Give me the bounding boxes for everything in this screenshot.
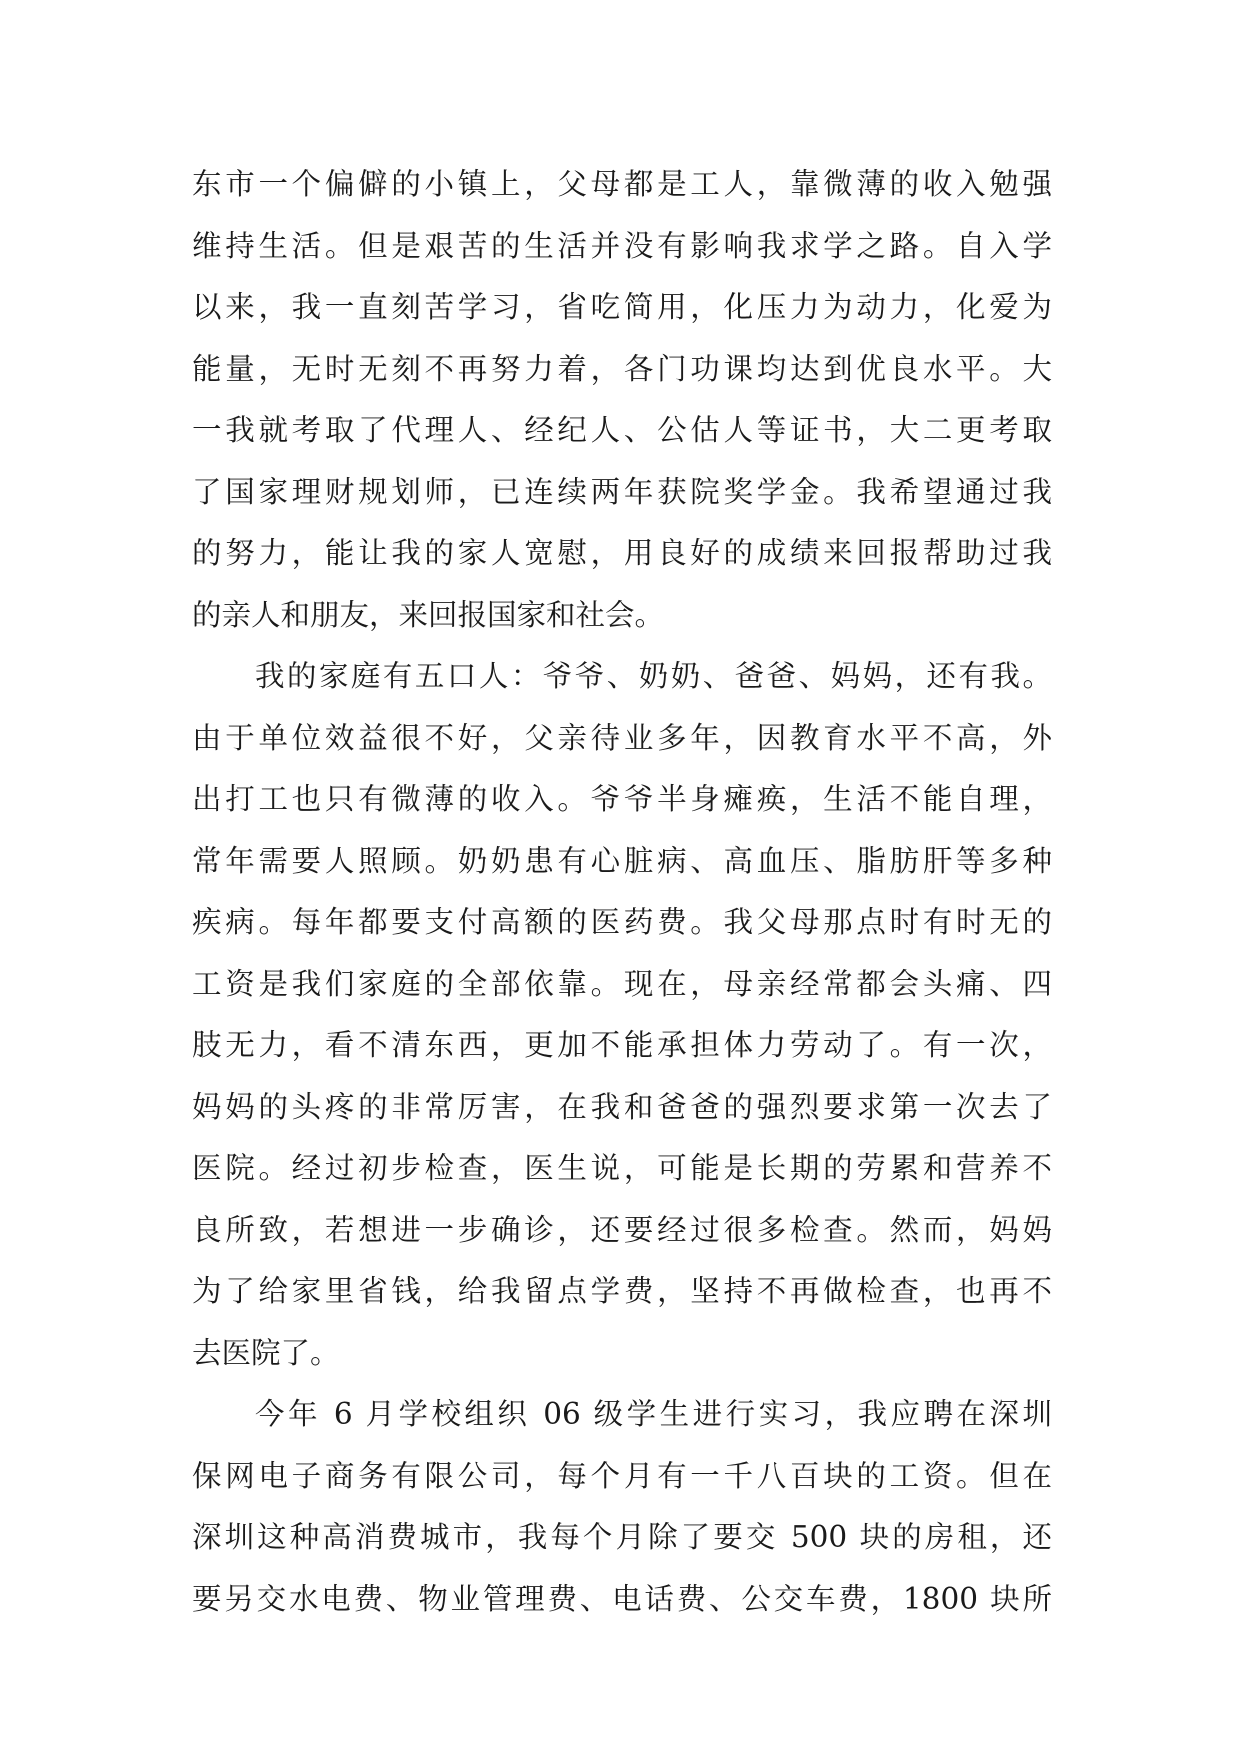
paragraph-1 <box>192 154 1052 646</box>
text-line: 要另交水电费、物业管理费、电话费、公交车费，1800 块所 <box>192 1581 1052 1616</box>
text-line: 疾病。每年都要支付高额的医药费。我父母那点时有时无的 <box>192 905 1052 939</box>
text-line: 出打工也只有微薄的收入。爷爷半身瘫痪，生活不能自理， <box>192 782 1052 816</box>
text-line: 工资是我们家庭的全部依靠。现在，母亲经常都会头痛、四 <box>192 966 1052 1001</box>
text-line: 了国家理财规划师，已连续两年获院奖学金。我希望通过我 <box>192 474 1052 509</box>
paragraph-2 <box>192 646 1052 1384</box>
text-line: 的努力，能让我的家人宽慰，用良好的成绩来回报帮助过我 <box>192 536 1052 570</box>
text-line: 良所致，若想进一步确诊，还要经过很多检查。然而，妈妈 <box>192 1212 1052 1247</box>
text-line: 今年 6 月学校组织 06 级学生进行实习，我应聘在深圳 <box>255 1397 1052 1431</box>
paragraph-3 <box>192 1384 1052 1630</box>
text-line: 能量，无时无刻不再努力着，各门功课均达到优良水平。大 <box>192 351 1052 386</box>
text-line: 肢无力，看不清东西，更加不能承担体力劳动了。有一次， <box>192 1028 1052 1062</box>
body-text <box>192 154 1052 1630</box>
text-line: 为了给家里省钱，给我留点学费，坚持不再做检查，也再不 <box>192 1274 1052 1308</box>
text-line: 医院。经过初步检查，医生说，可能是长期的劳累和营养不 <box>192 1151 1052 1185</box>
text-line: 由于单位效益很不好，父亲待业多年，因教育水平不高，外 <box>192 720 1052 755</box>
text-line: 的亲人和朋友，来回报国家和社会。 <box>192 597 665 632</box>
text-line: 常年需要人照顾。奶奶患有心脏病、高血压、脂肪肝等多种 <box>192 843 1052 878</box>
text-line: 以来，我一直刻苦学习，省吃简用，化压力为动力，化爱为 <box>192 290 1052 324</box>
text-line: 保网电子商务有限公司，每个月有一千八百块的工资。但在 <box>192 1458 1052 1493</box>
text-line: 维持生活。但是艰苦的生活并没有影响我求学之路。自入学 <box>192 228 1052 263</box>
text-line: 深圳这种高消费城市，我每个月除了要交 500 块的房租，还 <box>192 1520 1052 1554</box>
text-line: 去医院了。 <box>192 1335 340 1370</box>
text-line: 我的家庭有五口人：爷爷、奶奶、爸爸、妈妈，还有我。 <box>255 659 1052 693</box>
text-line: 一我就考取了代理人、经纪人、公估人等证书，大二更考取 <box>192 413 1052 447</box>
text-line: 东市一个偏僻的小镇上，父母都是工人，靠微薄的收入勉强 <box>192 167 1052 201</box>
text-line: 妈妈的头疼的非常厉害，在我和爸爸的强烈要求第一次去了 <box>192 1089 1052 1124</box>
